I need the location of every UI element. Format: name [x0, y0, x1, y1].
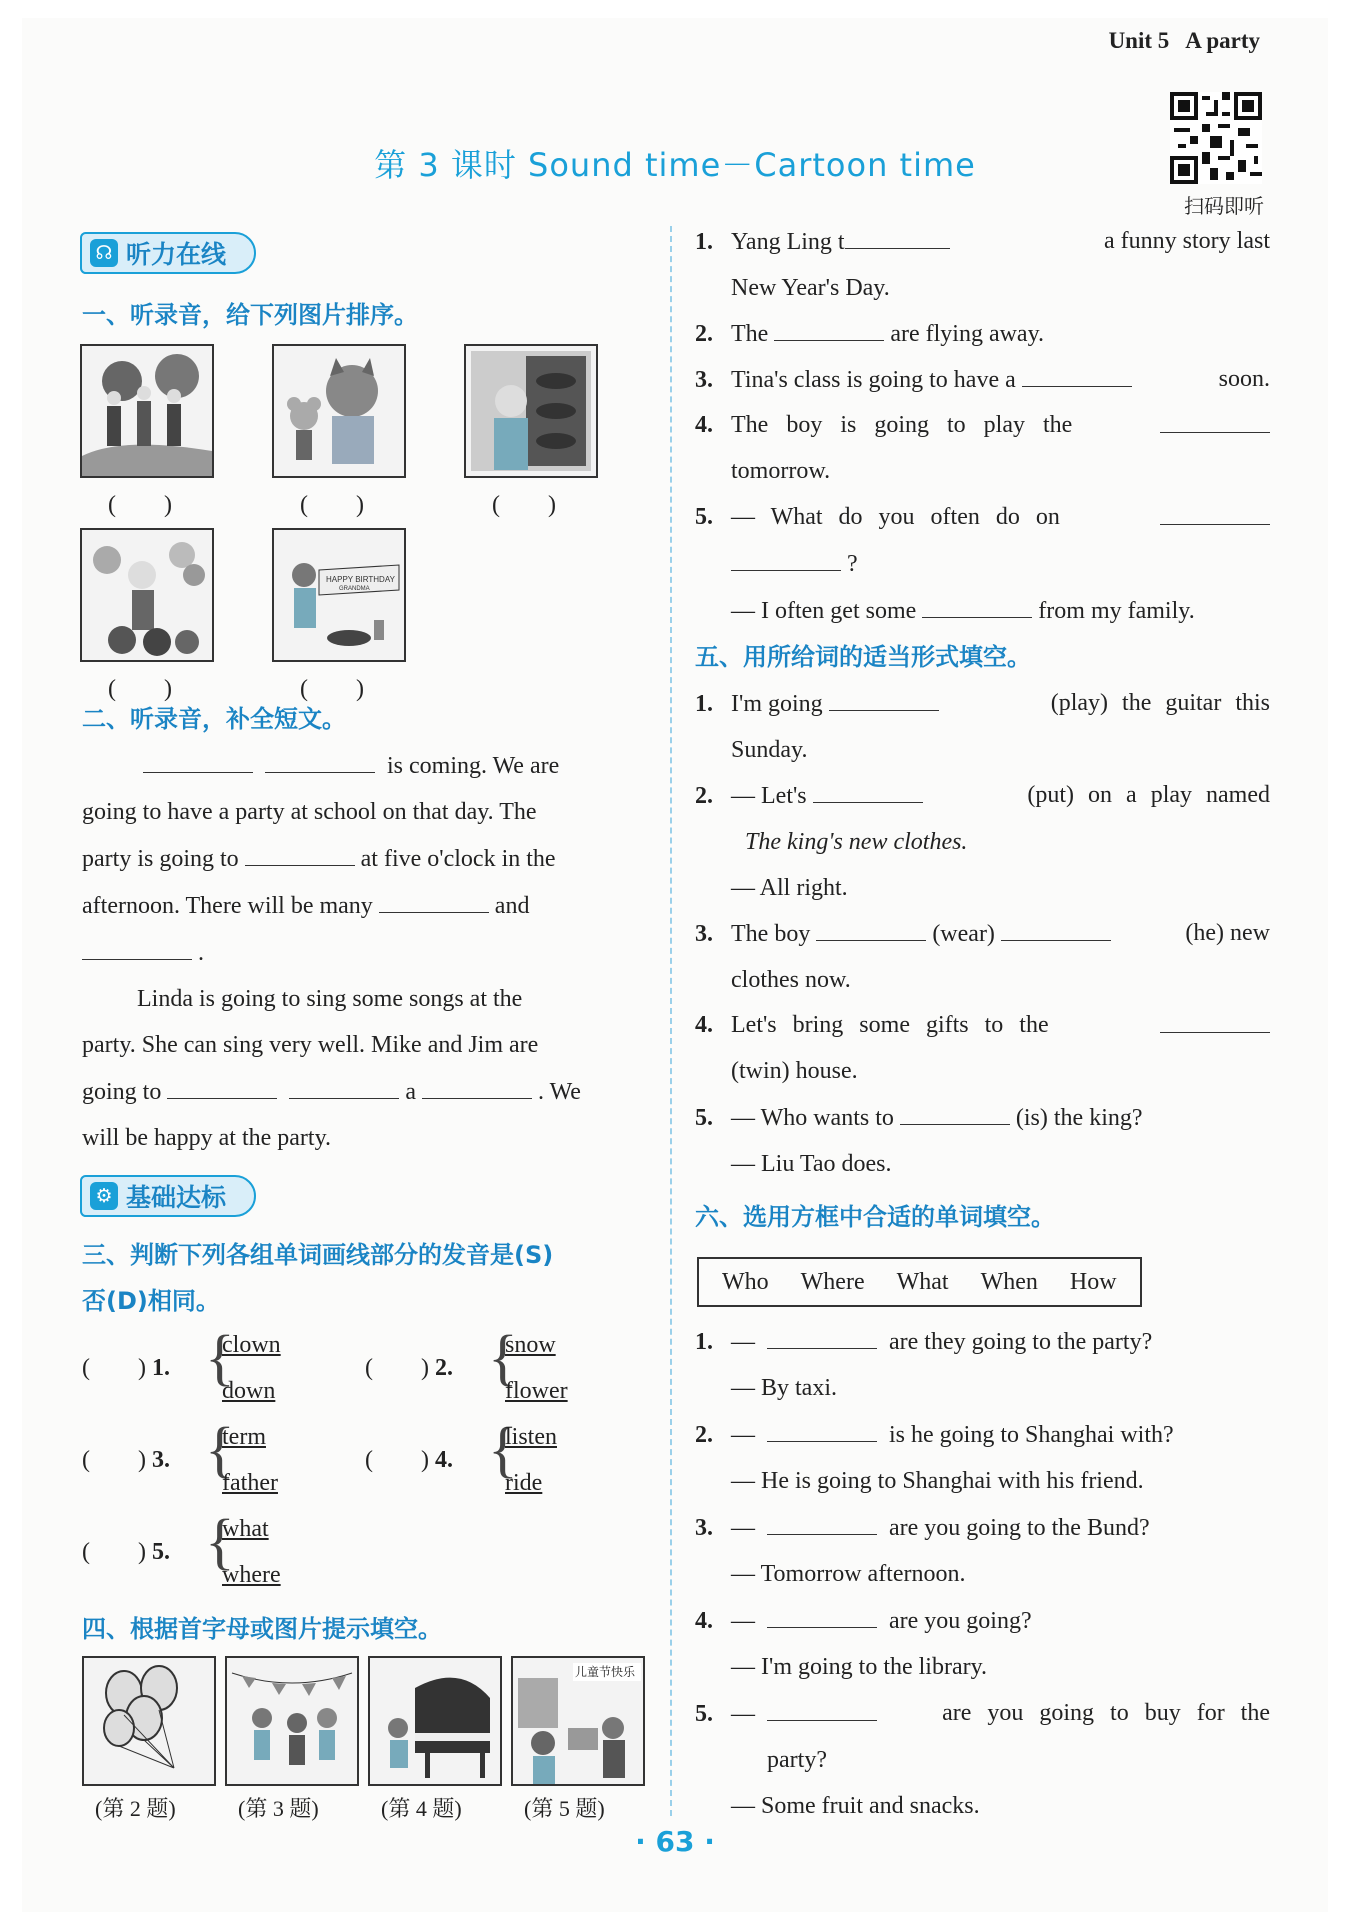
headphone-icon: ☊ [90, 239, 118, 267]
item-text: Tina's class is going to have a [731, 367, 1016, 393]
part6-item-2: 2. — is he going to Shanghai with? — He is going to Shanghai with his friend. [695, 1411, 1174, 1504]
blank[interactable] [167, 1068, 277, 1099]
item-text: — Who wants to [731, 1105, 894, 1131]
qr-label: 扫码即听 [1184, 194, 1264, 218]
unit-label: Unit 5 [1108, 28, 1170, 53]
part2-passage [82, 742, 652, 1161]
word-bottom: ride [505, 1470, 543, 1496]
word-option: Where [800, 1269, 865, 1295]
item-text: (is) the king? [1015, 1105, 1143, 1131]
blank[interactable] [1001, 910, 1111, 941]
blank[interactable] [1160, 1002, 1270, 1033]
picture-piano-q4 [368, 1656, 502, 1786]
part4-item-5 [695, 494, 1270, 634]
blank[interactable] [379, 882, 489, 913]
item-text: are you going? [889, 1608, 1032, 1634]
picture-childrens-day-q5 [511, 1656, 645, 1786]
word-bottom: where [222, 1562, 281, 1588]
lesson-title: 第 3 课时 Sound time－Cartoon time [374, 146, 976, 184]
item-text: — What do you often do on [731, 504, 1060, 530]
word-option: How [1069, 1269, 1117, 1295]
item-text: from my family. [1038, 598, 1195, 624]
item-text: — By taxi. [731, 1375, 837, 1401]
unit-header [1109, 28, 1260, 54]
item-number: 4. [695, 1608, 713, 1634]
passage-line: at five o'clock in the [360, 846, 556, 872]
word-top: snow [505, 1332, 556, 1358]
blank[interactable] [845, 218, 950, 249]
item-number: 3. [695, 1515, 713, 1541]
basic-badge-label: 基础达标 [126, 1183, 227, 1212]
part6-item-1: 1. — are they going to the party? — By taxi. [695, 1318, 1152, 1411]
item-text: — I often get some [731, 598, 917, 624]
part5-item-1 [695, 680, 1270, 773]
order-answer-4[interactable]: ( ) [108, 676, 172, 702]
word-bottom: flower [505, 1378, 568, 1404]
item-text: ? [847, 551, 858, 577]
item-text: Sunday. [731, 737, 808, 763]
item-number: 1. [151, 1355, 170, 1381]
item-number: 3. [151, 1447, 170, 1473]
item-text: (play) the guitar this [1050, 690, 1270, 716]
basic-badge [80, 1175, 256, 1217]
passage-line: afternoon. There will be many [82, 893, 373, 919]
part3-heading-line2: 否(D)相同。 [82, 1287, 220, 1315]
picture-cat-mouse [272, 344, 406, 478]
item-text: soon. [1218, 366, 1270, 392]
blank[interactable] [265, 742, 375, 773]
item-text: clothes now. [731, 967, 851, 993]
blank[interactable] [767, 1318, 877, 1349]
part6-item-3: 3. — are you going to the Bund? — Tomorrow afternoon. [695, 1504, 1150, 1597]
item-number: 5. [695, 504, 713, 530]
part3-heading-line1: 三、判断下列各组单词画线部分的发音是(S) [82, 1241, 554, 1269]
blank[interactable] [731, 540, 841, 571]
page-number: · 63 · [635, 1825, 715, 1858]
svg-text:GRANDMA: GRANDMA [339, 586, 370, 592]
item-text: tomorrow. [731, 458, 831, 484]
word-bottom: father [222, 1470, 278, 1496]
order-answer-5[interactable]: ( ) [300, 676, 364, 702]
passage-line: a [405, 1079, 416, 1105]
brace: { [205, 1324, 235, 1392]
blank[interactable] [767, 1504, 877, 1535]
picture-balloons [80, 528, 214, 662]
item-text: The boy is going to play the [731, 412, 1073, 438]
caption-q2: (第 2 题) [95, 1796, 176, 1821]
part4-heading: 四、根据首字母或图片提示填空。 [82, 1615, 442, 1643]
blank[interactable] [143, 742, 253, 773]
caption-q3: (第 3 题) [238, 1796, 319, 1821]
item-text: — Some fruit and snacks. [731, 1793, 980, 1819]
item-number: 2. [695, 321, 713, 347]
answer-paren[interactable]: ( ) [82, 1355, 146, 1381]
pair-item-1 [82, 1345, 170, 1391]
column-divider [670, 226, 672, 1816]
item-text: — All right. [731, 875, 848, 901]
picture-balloons-q2 [82, 1656, 216, 1786]
passage-line: Linda is going to sing some songs at the [137, 986, 523, 1012]
word-top: listen [505, 1424, 557, 1450]
blank[interactable] [422, 1068, 532, 1099]
part4-item-2 [695, 310, 1044, 357]
answer-paren[interactable]: ( ) [82, 1447, 146, 1473]
passage-line: will be happy at the party. [82, 1125, 332, 1151]
unit-title: A party [1185, 28, 1260, 53]
item-text: New Year's Day. [731, 275, 890, 301]
pair-item-5 [82, 1529, 170, 1575]
pair-item-4 [365, 1437, 453, 1483]
word-bottom: down [222, 1378, 276, 1404]
item-text: — Let's [731, 783, 807, 809]
item-text: The king's new clothes. [745, 829, 968, 855]
blank[interactable] [767, 1597, 877, 1628]
passage-line: . [198, 940, 204, 966]
blank[interactable] [767, 1411, 877, 1442]
item-text: (twin) house. [731, 1058, 858, 1084]
part4-item-1 [695, 218, 1270, 311]
item-text: (put) on a play named [1027, 782, 1270, 808]
passage-line: party. She can sing very well. Mike and Jim are [82, 1032, 539, 1058]
word-top: term [222, 1424, 266, 1450]
part5-item-5 [695, 1094, 1143, 1187]
blank[interactable] [829, 680, 939, 711]
item-number: 4. [695, 1012, 713, 1038]
item-text: — Tomorrow afternoon. [731, 1561, 966, 1587]
item-number: 3. [695, 367, 713, 393]
gear-icon: ⚙ [90, 1182, 118, 1210]
part4-item-3 [695, 356, 1270, 403]
part5-item-3 [695, 910, 1270, 1003]
word-option: Who [722, 1269, 769, 1295]
item-number: 3. [695, 921, 713, 947]
pair-item-2 [365, 1345, 453, 1391]
blank[interactable] [900, 1094, 1010, 1125]
pair-item-3 [82, 1437, 170, 1483]
blank[interactable] [813, 772, 923, 803]
blank[interactable] [1160, 402, 1270, 433]
brace: { [205, 1416, 235, 1484]
item-text: I'm going [731, 691, 823, 717]
item-text: Let's bring some gifts to the [731, 1012, 1049, 1038]
item-number: 4. [434, 1447, 453, 1473]
item-text: The boy [731, 921, 811, 947]
item-number: 1. [695, 1329, 713, 1355]
passage-line: going to [82, 1079, 162, 1105]
picture-fridge [464, 344, 598, 478]
listening-badge [80, 232, 256, 274]
item-number: 5. [695, 1701, 713, 1727]
part6-heading: 六、选用方框中合适的单词填空。 [695, 1203, 1055, 1231]
blank[interactable] [289, 1068, 399, 1099]
part1-heading: 一、听录音，给下列图片排序。 [82, 301, 418, 329]
blank[interactable] [922, 587, 1032, 618]
part6-item-4: 4. — are you going? — I'm going to the library. [695, 1597, 1032, 1690]
picture-hiking [80, 344, 214, 478]
part5-item-4 [695, 1002, 1270, 1094]
part4-item-4 [695, 402, 1270, 494]
item-number: 1. [695, 691, 713, 717]
item-text: are flying away. [890, 321, 1045, 347]
passage-line: party is going to [82, 846, 239, 872]
item-text: is he going to Shanghai with? [889, 1422, 1174, 1448]
part5-heading: 五、用所给词的适当形式填空。 [695, 643, 1031, 671]
passage-line: . We [538, 1079, 581, 1105]
picture-birthday-cake [272, 528, 406, 662]
pic-sign-text: 儿童节快乐 [575, 1665, 636, 1679]
word-top: clown [222, 1332, 281, 1358]
item-text: are they going to the party? [889, 1329, 1153, 1355]
item-number: 2. [695, 1422, 713, 1448]
blank[interactable] [82, 929, 192, 960]
svg-text:HAPPY BIRTHDAY: HAPPY BIRTHDAY [326, 575, 395, 584]
item-text: party? [767, 1747, 827, 1773]
blank[interactable] [774, 310, 884, 341]
item-number: 1. [695, 229, 713, 255]
item-text: — I'm going to the library. [731, 1654, 988, 1680]
brace: { [488, 1416, 518, 1484]
item-text: Yang Ling t [731, 229, 845, 255]
blank[interactable] [767, 1690, 877, 1721]
passage-line: is coming. We are [387, 753, 560, 779]
passage-line: going to have a party at school on that day. The [82, 799, 537, 825]
item-text: (he) new [1185, 920, 1270, 946]
blank[interactable] [1022, 356, 1132, 387]
word-box [697, 1257, 1142, 1307]
item-number: 4. [695, 412, 713, 438]
item-text: — Liu Tao does. [731, 1151, 892, 1177]
blank[interactable] [816, 910, 926, 941]
picture-party-q3 [225, 1656, 359, 1786]
item-text: are you going to the Bund? [889, 1515, 1150, 1541]
answer-paren[interactable]: ( ) [365, 1447, 429, 1473]
word-option: What [896, 1269, 949, 1295]
brace: { [205, 1508, 235, 1576]
item-text: — He is going to Shanghai with his friend. [731, 1468, 1144, 1494]
part6-item-5: 5. — are you going to buy for the party? — Some fruit and snacks. [695, 1690, 1270, 1829]
order-answer-1[interactable]: ( ) [108, 492, 172, 518]
answer-paren[interactable]: ( ) [82, 1539, 146, 1565]
blank[interactable] [245, 835, 355, 866]
part2-heading: 二、听录音，补全短文。 [82, 705, 346, 733]
item-number: 2. [434, 1355, 453, 1381]
word-top: what [222, 1516, 269, 1542]
brace: { [488, 1324, 518, 1392]
answer-paren[interactable]: ( ) [365, 1355, 429, 1381]
qr-code[interactable] [1170, 92, 1262, 184]
item-text: The [731, 321, 769, 347]
item-text: are you going to buy for the [942, 1700, 1270, 1726]
word-option: When [980, 1269, 1038, 1295]
order-answer-2[interactable]: ( ) [300, 492, 364, 518]
item-number: 2. [695, 783, 713, 809]
caption-q5: (第 5 题) [524, 1796, 605, 1821]
order-answer-3[interactable]: ( ) [492, 492, 556, 518]
listening-badge-label: 听力在线 [126, 240, 227, 269]
item-text: a funny story last [1104, 228, 1270, 254]
blank[interactable] [1160, 494, 1270, 525]
item-text: (wear) [932, 921, 995, 947]
passage-line: and [494, 893, 530, 919]
item-number: 5. [151, 1539, 170, 1565]
item-number: 5. [695, 1105, 713, 1131]
part5-item-2 [695, 772, 1270, 911]
caption-q4: (第 4 题) [381, 1796, 462, 1821]
